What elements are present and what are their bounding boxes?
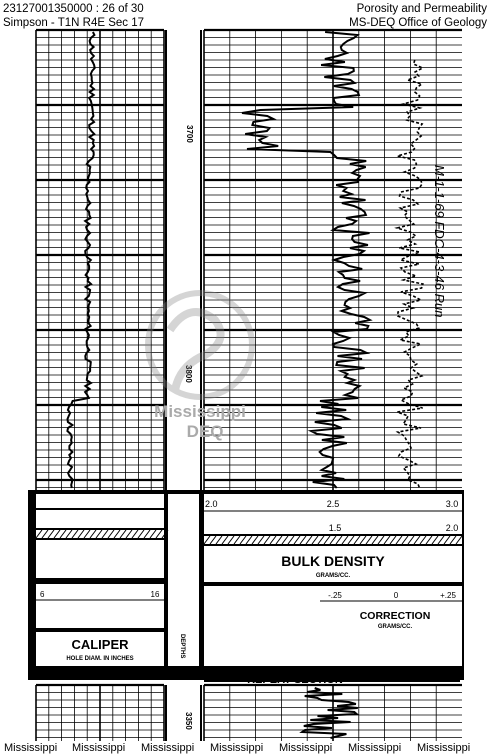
footer-text: Mississippi [210, 742, 264, 754]
watermark-line2: DEQ [186, 422, 224, 441]
caliper-scale-left: 6 [40, 590, 45, 599]
footer-text: Mississippi [141, 742, 195, 754]
well-id-page: 23127001350000 : 26 of 30 [3, 3, 144, 15]
log-type: Porosity and Permeability [356, 3, 487, 15]
correction-title: CORRECTION [359, 610, 431, 622]
bulk-density-units: GRAMS/CC. [315, 573, 351, 579]
correction-units: GRAMS/CC. [377, 624, 413, 630]
footer-text: Mississippi [279, 742, 333, 754]
depth-label-upper: 3700 [185, 125, 194, 143]
footer-text: Mississippi [417, 742, 471, 754]
density-scale-right: 3.0 [445, 499, 459, 509]
watermark-line1: Mississippi [154, 402, 246, 421]
depth-label-bottom: 3350 [184, 712, 193, 730]
bulk-density-title: BULK DENSITY [281, 553, 385, 569]
caliper-units: HOLE DIAM. IN INCHES [66, 656, 134, 662]
footer-text: Mississippi [4, 742, 58, 754]
caliper-title: CALIPER [71, 637, 129, 652]
caliper-scale-right: 16 [150, 590, 160, 599]
repeat-section-title: REPEAT SECTION [247, 674, 343, 686]
footer-watermark-row [0, 741, 490, 755]
depths-title: DEPTHS [179, 634, 185, 659]
caliper-track-grid [34, 30, 166, 492]
correction-scale-left: -.25 [328, 591, 342, 600]
depth-label-lower: 3800 [184, 365, 193, 383]
correction-scale-mid: 0 [393, 591, 399, 600]
well-location: Simpson - T1N R4E Sec 17 [3, 17, 145, 29]
density-scale-left: 2.0 [205, 499, 218, 509]
handwritten-annotation: M-1-1-69 FDC-4-3-46 Run [432, 165, 447, 318]
correction-scale-right: +.25 [440, 591, 456, 600]
footer-text: Mississippi [72, 742, 126, 754]
footer-text: Mississippi [348, 742, 402, 754]
agency: MS-DEQ Office of Geology [349, 17, 487, 29]
density-alt-scale-right: 2.0 [445, 523, 459, 533]
density-alt-scale-mid: 1.5 [328, 523, 342, 533]
density-scale-mid: 2.5 [326, 499, 340, 509]
